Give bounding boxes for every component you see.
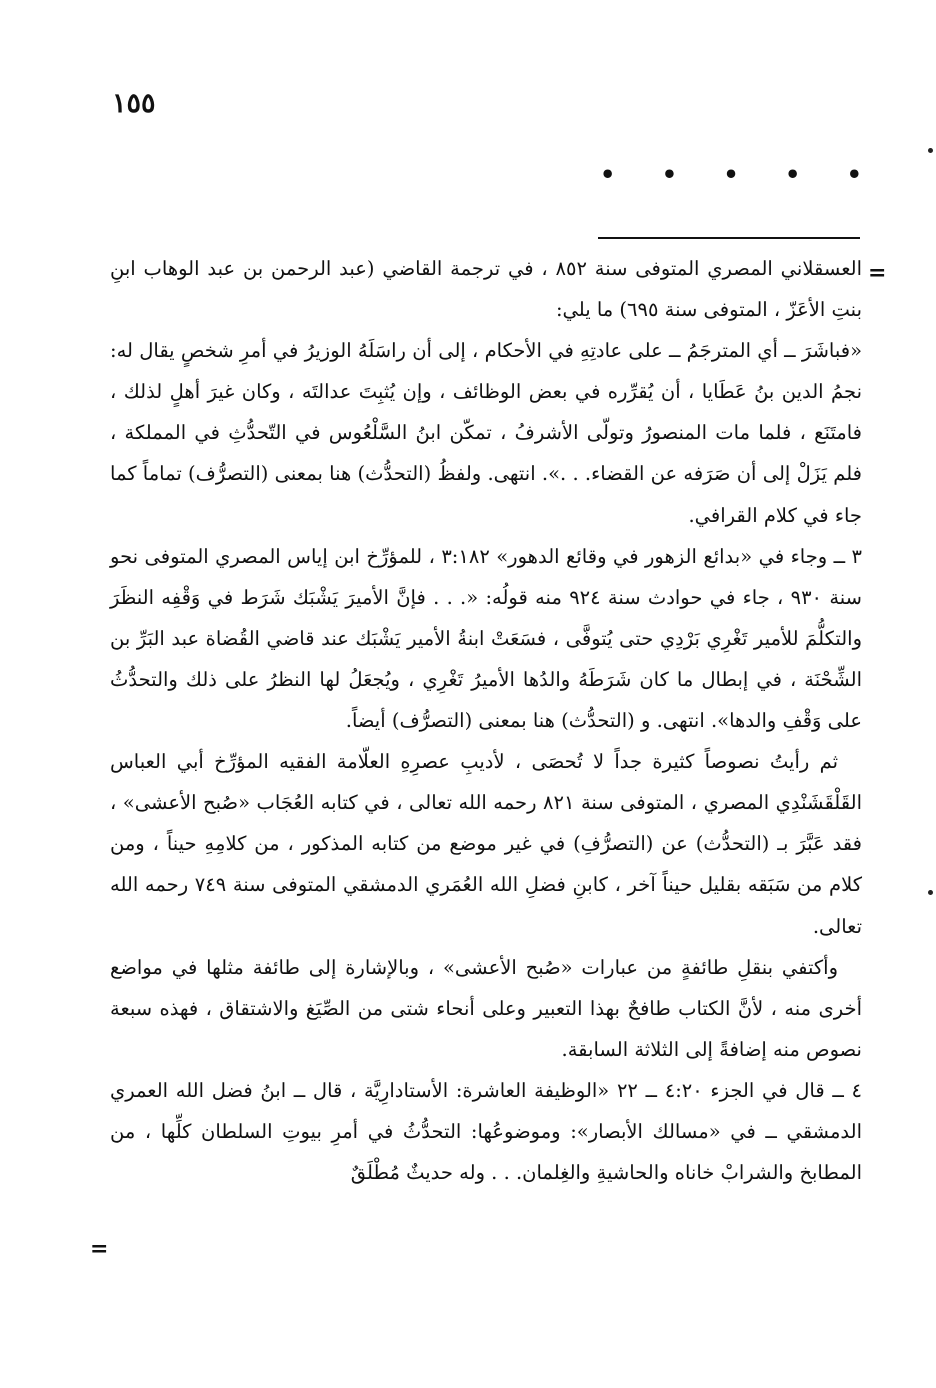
ornament-dot: • <box>661 160 678 189</box>
page-number: ١٥٥ <box>112 88 156 119</box>
binding-speck <box>928 890 933 895</box>
footnote-paragraph: العسقلاني المصري المتوفى سنة ٨٥٢ ، في ترجمة القاضي (عبد الرحمن بن عبد الوهاب ابنِ بنتِ الأعَزّ ، المتوفى سنة ٦٩٥) ما يلي: <box>110 257 862 322</box>
footnote-paragraph: «فباشَرَ ــ أي المترجَمُ ــ على عادتِهِ في الأحكام ، إلى أن راسَلَهُ الوزيرُ في أمرِ شخصٍ يقال له: نجمُ الدين بنُ عَطَايا ، أن يُقرِّره في بعض الوظائف ، وإن يُثبِتَ عدالتَه ، وكان غيرَ أهلٍ لذلك ، فامتَنَع ، فلما مات المنصورُ وتولّى الأشرفُ ، تمكّن ابنُ السَّلْعُوس في التّحدُّثِ في المملكة ، فلم يَزَلْ إلى أن صَرَفه عن القضاء. . .». انتهى. ولفظُ (التحدُّث) هنا بمعنى (التصرُّف) تماماً كما جاء في كلام القرافي. <box>110 339 862 527</box>
footnote-paragraph: ثم رأيتُ نصوصاً كثيرة جداً لا تُحصَى ، لأديبِ عصرِهِ العلّامة الفقيه المؤرِّخ أبي العباس القَلْقَشَنْدِي المصري ، المتوفى سنة ٨٢١ رحمه الله تعالى ، في كتابه العُجَاب «صُبح الأعشى» ، فقد عَبَّرَ بـ (التحدُّث) عن (التصرُّفِ) في غير موضع من كتابه المذكور ، من كلامِهِ حيناً ، ومن كلام من سَبَقه بقليل حيناً آخر ، كابنِ فضلِ الله العُمَري الدمشقي المتوفى سنة ٧٤٩ رحمه الله تعالى. <box>110 750 862 938</box>
footnote-paragraph: ٣ ــ وجاء في «بدائع الزهور في وقائع الدهور» ٣:١٨٢ ، للمؤرِّخ ابن إياس المصري المتوفى نحو سنة ٩٣٠ ، جاء في حوادث سنة ٩٢٤ منه قولُه: «. . . فإنَّ الأميرَ يَشْبَك شَرَط في وَقْفِه النظَرَ والتكلُّمَ للأمير تَغْرِي بَرْدِي حتى يُتوفَّى ، فسَعَتْ ابنةُ الأمير يَشْبَك عند قاضي القُضاة عبد البَرِّ بن الشِّحْنَة ، في إبطال ما كان شَرَطَهُ والدُها الأميرُ تَغْرِي ، ويُجعَلُ لها النظرُ على ذلك والتحدُّثُ على وَقْفِ والدها». انتهى. و (التحدُّث) هنا بمعنى (التصرُّف) أيضاً. <box>110 544 863 733</box>
footnote-paragraph: وأكتفي بنقلِ طائفةٍ من عبارات «صُبح الأعشى» ، وبالإشارة إلى طائفة مثلها في مواضع أخرى منه ، لأنَّ الكتاب طافحٌ بهذا التعبير وعلى أنحاء شتى من الصِّيَغ والاشتقاق ، فهذه سبعة نصوص منه إضافةً إلى الثلاثة السابقة. <box>110 955 862 1061</box>
ornament-dot: • <box>846 160 862 189</box>
footnote-text <box>110 248 862 1193</box>
footnote-continuation-mark-bottom: = <box>90 1236 109 1262</box>
ornament-dot: • <box>600 160 616 189</box>
footnote-paragraph: ٤ ــ قال في الجزء ٤:٢٠ ــ ٢٢ «الوظيفة العاشرة: الأستادارِيَّة ، قال ــ ابنُ فضل الله العمري الدمشقي ــ في «مسالك الأبصار»: وموضوعُها: التحدُّثُ في أمرِ بيوتِ السلطان كلِّها ، من المطابخ والشرابْ خاناه والحاشيةِ والغِلمان. . . وله حديثٌ مُطْلَقٌ <box>110 1078 862 1185</box>
ornament-dot: • <box>723 160 739 189</box>
ornament-dots <box>600 160 862 189</box>
footnote-separator-rule <box>598 237 860 239</box>
footnote-continuation-mark-top: = <box>868 260 887 286</box>
ornament-dot: • <box>785 160 801 189</box>
binding-speck <box>928 148 933 153</box>
